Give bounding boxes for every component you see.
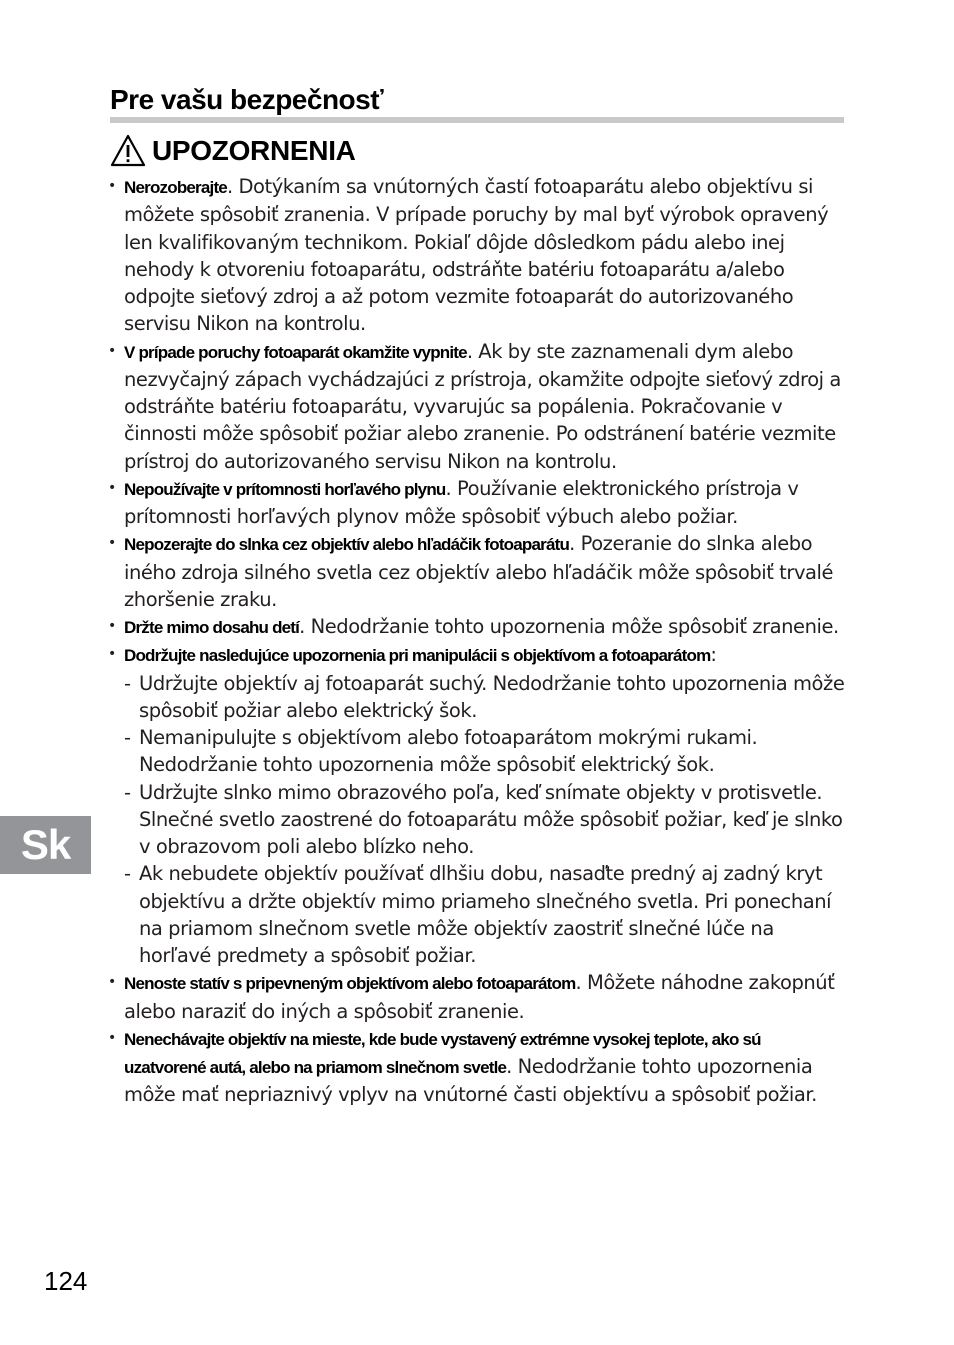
sub-item-text: Nemanipulujte s objektívom alebo fotoaparátom mokrými rukami. Nedodržanie tohto upozornenia môže spôsobiť elektrický šok. [139,726,758,777]
warning-lead: Nepozerajte do slnka cez objektív alebo hľadáčik fotoaparátu [124,535,570,555]
list-item [108,613,846,641]
section-heading [110,134,356,168]
bullet: • [108,479,116,496]
warning-text: . Dotýkaním sa vnútorných častí fotoaparátu alebo objektívu si môžete spôsobiť zranenia. V prípade poruchy by mal byť výrobok opravený len kvalifikovaným technikom. Pokiaľ dôjde dôsledkom pádu alebo inej nehody k otvoreniu fotoaparátu, odstráňte batériu fotoaparátu a/alebo odpojte sieťový zdroj a až potom vezmite fotoaparát do autorizovaného servisu Nikon na kontrolu. [124,175,829,336]
warning-lead: Dodržujte nasledujúce upozornenia pri manipulácii s objektívom a fotoaparátom [124,646,711,666]
list-item [108,338,846,475]
bullet: • [108,535,116,552]
title-underline [110,117,844,123]
warning-lead: V prípade poruchy fotoaparát okamžite vypnite [124,342,467,362]
section-heading-label: UPOZORNENIA [152,135,356,166]
warning-lead: Nenechávajte objektív na mieste, kde bude vystavený extrémne vysokej teplote, ako sú uzatvorené autá, alebo na priamom slnečnom svetle [124,1029,761,1077]
sub-item-text: Ak nebudete objektív používať dlhšiu dobu, nasaďte predný aj zadný kryt objektívu a držte objektív mimo priameho slnečného svetla. Pri ponechaní na priamom slnečnom svetle môže objektív zaostriť slnečné lúče na horľavé predmety a spôsobiť požiar. [139,862,832,967]
dash: - [124,780,131,804]
sub-item-text: Udržujte objektív aj fotoaparát suchý. Nedodržanie tohto upozornenia môže spôsobiť požiar alebo elektrický šok. [139,671,845,722]
warning-text: . Nedodržanie tohto upozornenia môže mať nepriaznivý vplyv na vnútorné časti objektívu a spôsobiť požiar. [124,1055,817,1107]
language-tab: Sk [0,816,91,874]
sub-list-item [108,670,846,725]
warning-text: . Nedodržanie tohto upozornenia môže spôsobiť zranenie. [299,615,839,638]
dash: - [124,671,131,695]
sub-list-item [108,779,846,861]
list-item [108,530,846,613]
bullet: • [108,178,116,194]
dash: - [124,862,131,886]
bullet: • [108,974,116,991]
page-title: Pre vašu bezpečnosť [110,84,384,115]
dash: - [124,726,131,749]
sub-list-item [108,724,846,779]
warning-text: . Môžete náhodne zakopnúť alebo naraziť do iných a spôsobiť zranenie. [124,971,835,1023]
bullet: • [108,1029,116,1046]
page-number: 124 [44,1266,88,1296]
list-item [108,1025,846,1109]
list-item [108,969,846,1025]
warning-text: : [710,643,717,667]
warning-text: . Pozeranie do slnka alebo iného zdroja silného svetla cez objektív alebo hľadáčik môže spôsobiť trvalé zhoršenie zraku. [124,532,834,611]
list-item [108,475,846,531]
sub-item-text: Udržujte slnko mimo obrazového poľa, keď snímate objekty v protisvetle. Slnečné svetlo zaostrené do fotoaparátu môže spôsobiť požiar, keď je slnko v obrazovom poli alebo blízko neho. [139,780,843,858]
bullet: • [108,618,116,634]
list-item [108,641,846,669]
bullet: • [108,646,116,663]
warning-lead: Držte mimo dosahu detí [124,618,300,637]
warning-lead: Nepoužívajte v prítomnosti horľavého plynu [124,479,446,499]
bullet: • [108,342,116,359]
warnings-list [108,173,846,1109]
warning-lead: Nenoste statív s pripevneným objektívom alebo fotoaparátom [124,974,576,994]
sub-list-item [108,860,846,969]
list-item [108,173,846,338]
warning-lead: Nerozoberajte [124,178,227,197]
warning-text: . Ak by ste zaznamenali dym alebo nezvyčajný zápach vychádzajúci z prístroja, okamžite odpojte sieťový zdroj a odstráňte batériu fotoaparátu, vyvarujúc sa popálenia. Pokračovanie v činnosti môže spôsobiť požiar alebo zranenie. Po odstránení batérie vezmite prístroj do autorizovaného servisu Nikon na kontrolu. [124,339,841,473]
warning-triangle-icon [110,134,146,168]
warning-text: . Používanie elektronického prístroja v prítomnosti horľavých plynov môže spôsobiť výbuch alebo požiar. [124,476,799,528]
